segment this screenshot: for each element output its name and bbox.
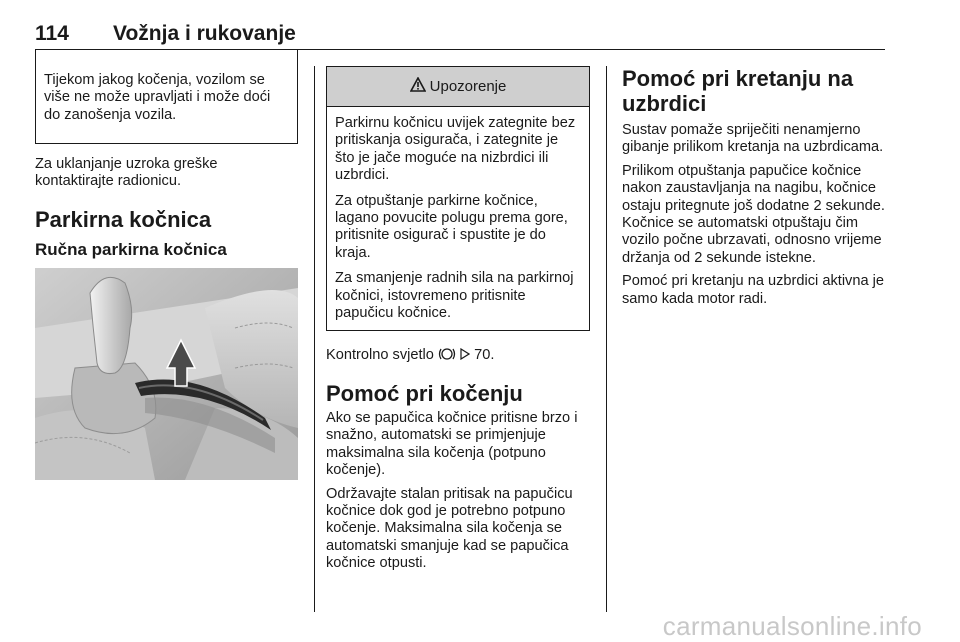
page-header (35, 20, 885, 48)
watermark: carmanualsonline.info (662, 611, 922, 641)
heading-parking-brake: Parkirna kočnica (35, 206, 212, 232)
parking-brake-illustration (35, 268, 298, 480)
warning-title: Upozorenje (429, 78, 507, 95)
brake-assist-paragraph-1: Ako se papučica kočnice pritisne brzo i snažno, automatski se primjenjuje maksimalna sila kočenja (potpuno kočenje). (326, 409, 578, 479)
parking-brake-drawing (35, 268, 298, 480)
warning-triangle-icon (410, 77, 426, 96)
column-middle (326, 66, 590, 579)
brake-warning-icon (438, 347, 456, 366)
control-light-page-ref: 70. (474, 347, 495, 364)
control-light-prefix: Kontrolno svjetlo (326, 347, 434, 364)
warning-paragraph-1: Parkirnu kočnicu uvijek zategnite bez pritiskanja osigurača, i zategnite je što je jače moguće na nizbrdici ili uzbrdici. (335, 115, 576, 184)
hill-paragraph-1: Sustav pomaže spriječiti nenamjerno gibanje prilikom kretanja na uzbrdicama. (622, 122, 884, 156)
hill-paragraph-3: Pomoć pri kretanju na uzbrdici aktivna je samo kada motor radi. (622, 273, 885, 307)
note-box (35, 50, 298, 144)
warning-header (327, 67, 589, 107)
brake-assist-paragraph-2: Održavajte stalan pritisak na papučicu kočnice dok god je potrebno potpuno kočenje. Maksimalna sila kočenja se automatski smanjuje kad se papučica kočnice otpusti. (326, 485, 573, 572)
warning-body (327, 107, 589, 330)
chapter-title: Vožnja i rukovanje (113, 22, 296, 45)
page-number: 114 (35, 22, 69, 45)
control-light-line (326, 347, 590, 366)
warning-paragraph-3: Za smanjenje radnih sila na parkirnoj kočnici, istovremeno pritisnite papučicu kočnice. (335, 270, 574, 322)
column-left (35, 50, 298, 260)
hill-paragraph-2: Prilikom otpuštanja papučice kočnice nakon zaustavljanja na nagibu, kočnice ostaju pritegnute još dodatne 2 sekunde. Kočnice se automatski otpuštaju čim vozilo počne ubrzavati, odnosno vrijeme držanja od 2 sekunde istekne. (622, 162, 885, 266)
column-right (622, 66, 887, 314)
warning-box (326, 66, 590, 331)
warning-paragraph-2: Za otpuštanje parkirne kočnice, lagano povucite polugu prema gore, pritisnite osigurač i spustite je do kraja. (335, 192, 568, 261)
column-divider-1 (314, 66, 315, 612)
note-text: Tijekom jakog kočenja, vozilom se više ne može upravljati i može doći do zanošenja vozila. (44, 72, 271, 123)
page-reference-arrow-icon (460, 348, 470, 365)
paragraph-repair: Za uklanjanje uzroka greške kontaktirajte radionicu. (35, 156, 218, 190)
column-divider-2 (606, 66, 607, 612)
heading-brake-assist: Pomoć pri kočenju (326, 380, 523, 406)
subheading-manual-parking-brake: Ručna parkirna kočnica (35, 239, 227, 259)
heading-hill-start-assist: Pomoć pri kretanju na uzbrdici (622, 66, 854, 116)
